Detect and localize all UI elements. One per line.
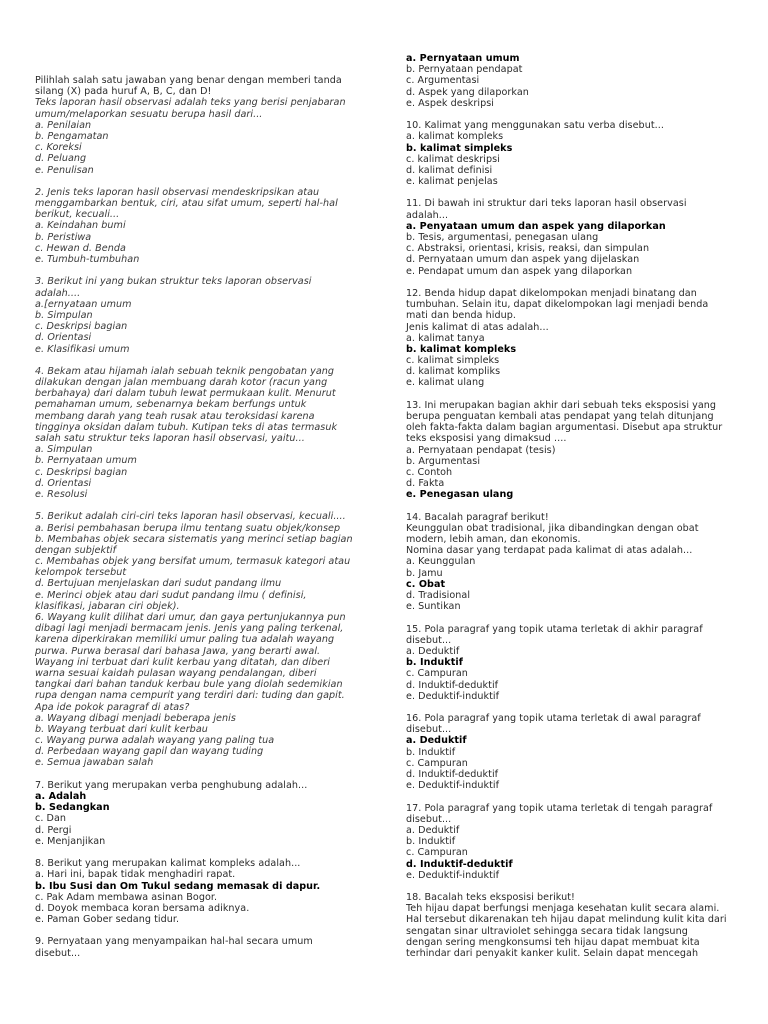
text-line: c. Obat bbox=[406, 578, 446, 590]
spacer bbox=[35, 500, 365, 511]
text-line: a. kalimat tanya bbox=[406, 332, 485, 344]
text-line: c. Wayang purwa adalah wayang yang paling tua bbox=[35, 735, 275, 747]
text-line: teks eksposisi yang dimaksud .... bbox=[406, 433, 567, 445]
spacer bbox=[406, 612, 736, 623]
text-line: b. Induktif bbox=[406, 836, 456, 848]
text-line: c. Deskripsi bagian bbox=[35, 321, 128, 333]
text-line: Hal tersebut dikarenakan teh hijau dapat melindung kulit kita dari bbox=[406, 914, 727, 926]
text-line: a. Wayang dibagi menjadi beberapa jenis bbox=[35, 712, 236, 724]
text-line: adalah.... bbox=[35, 287, 81, 299]
text-line: 6. Wayang kulit dilihat dari umur, dan gaya pertunjukannya pun bbox=[35, 612, 346, 623]
text-line: e. Suntikan bbox=[406, 601, 461, 613]
text-line: a.[ernyataan umum bbox=[35, 298, 132, 310]
text-line: terhindar dari penyakit kanker kulit. Selain dapat mencegah bbox=[406, 948, 699, 959]
text-line: berikut, kecuali... bbox=[35, 209, 120, 221]
text-line: karena diperkirakan memiliki umur paling tua adalah wayang bbox=[35, 634, 335, 646]
text-line: d. Pernyataan umum dan aspek yang dijelaskan bbox=[406, 254, 640, 266]
text-line: Apa ide pokok paragraf di atas? bbox=[35, 701, 190, 713]
spacer bbox=[35, 355, 365, 366]
text-line: c. Dan bbox=[35, 813, 67, 825]
text-line: a. kalimat kompleks bbox=[406, 131, 504, 143]
left-column bbox=[35, 75, 365, 959]
text-line: e. Merinci objek atau dari sudut pandang ilmu ( definisi, bbox=[35, 589, 307, 601]
text-line: e. Resolusi bbox=[35, 488, 88, 500]
text-line: e. Paman Gober sedang tidur. bbox=[35, 914, 180, 926]
text-line: c. kalimat deskripsi bbox=[406, 153, 500, 165]
text-line: e. Semua jawaban salah bbox=[35, 757, 154, 769]
text-line: rupa dengan nama cempurit yang terdiri dari: tuding dan gapit. bbox=[35, 690, 345, 702]
text-line: 2. Jenis teks laporan hasil observasi mendeskripsikan atau bbox=[35, 186, 320, 198]
text-line: 3. Berikut ini yang bukan struktur teks laporan observasi bbox=[35, 276, 312, 288]
text-line: dengan subjektif bbox=[35, 544, 117, 556]
text-line: d. Aspek yang dilaporkan bbox=[406, 86, 529, 98]
text-line: 8. Berikut yang merupakan kalimat kompleks adalah... bbox=[35, 858, 301, 870]
text-line: silang (X) pada huruf A, B, C, dan D! bbox=[35, 86, 212, 98]
text-line: sengatan sinar ultraviolet sehingga secara tidak langsung bbox=[406, 925, 688, 937]
spacer bbox=[406, 277, 736, 288]
text-line: b. Simpulan bbox=[35, 309, 93, 321]
text-line: e. Deduktif-induktif bbox=[406, 780, 500, 792]
text-line: a. Adalah bbox=[35, 791, 87, 802]
text-line: disebut... bbox=[35, 947, 81, 959]
text-line: e. Deduktif-induktif bbox=[406, 690, 500, 702]
text-line: a. Simpulan bbox=[35, 444, 93, 456]
spacer bbox=[35, 847, 365, 858]
text-line: 17. Pola paragraf yang topik utama terletak di tengah paragraf bbox=[406, 802, 713, 814]
text-line: purwa. Purwa berasal dari bahasa Jawa, yang berarti awal. bbox=[35, 645, 321, 657]
text-line: a. Pernyataan umum bbox=[406, 53, 520, 64]
text-line: 15. Pola paragraf yang topik utama terletak di akhir paragraf bbox=[406, 623, 703, 635]
text-line: a. Keindahan bumi bbox=[35, 220, 126, 232]
text-line: disebut... bbox=[406, 724, 452, 736]
spacer bbox=[406, 187, 736, 198]
text-line: adalah... bbox=[406, 209, 449, 221]
text-line: c. Contoh bbox=[406, 466, 453, 478]
text-line: b. Induktif bbox=[406, 657, 463, 669]
text-line: d. Induktif-deduktif bbox=[406, 858, 513, 870]
text-line: kelompok tersebut bbox=[35, 567, 127, 579]
text-line: tangkai dari bahan tanduk kerbau bule yang diolah sedemikian bbox=[35, 679, 343, 691]
spacer bbox=[406, 791, 736, 802]
text-line: Jenis kalimat di atas adalah... bbox=[406, 321, 549, 333]
text-line: oleh fakta-fakta dalam bagian argumentasi. Disebut apa struktur bbox=[406, 422, 723, 434]
text-line: Nomina dasar yang terdapat pada kalimat di atas adalah... bbox=[406, 545, 693, 557]
text-line: 18. Bacalah teks eksposisi berikut! bbox=[406, 892, 575, 904]
text-line: c. Deskripsi bagian bbox=[35, 466, 128, 478]
text-line: e. Penulisan bbox=[35, 164, 94, 176]
text-line: e. Tumbuh-tumbuhan bbox=[35, 254, 140, 265]
text-line: a. Deduktif bbox=[406, 735, 467, 747]
text-line: d. Peluang bbox=[35, 153, 87, 165]
text-line: b. Pengamatan bbox=[35, 130, 109, 142]
text-line: 14. Bacalah paragraf berikut! bbox=[406, 511, 549, 523]
text-line: b. Jamu bbox=[406, 567, 443, 579]
text-line: d. Bertujuan menjelaskan dari sudut pandang ilmu bbox=[35, 578, 282, 590]
text-line: e. Deduktif-induktif bbox=[406, 869, 500, 881]
text-line: Teh hijau dapat berfungsi menjaga kesehatan kulit secara alami. bbox=[406, 903, 720, 915]
text-line: Wayang ini terbuat dari kulit kerbau yang ditatah, dan diberi bbox=[35, 656, 330, 668]
text-line: c. Abstraksi, orientasi, krisis, reaksi, dan simpulan bbox=[406, 243, 650, 255]
text-line: d. kalimat definisi bbox=[406, 164, 493, 176]
text-line: b. Sedangkan bbox=[35, 802, 110, 814]
text-line: dilakukan dengan jalan membuang darah kotor (racun yang bbox=[35, 377, 328, 389]
text-line: b. Wayang terbuat dari kulit kerbau bbox=[35, 723, 208, 735]
text-line: d. Induktif-deduktif bbox=[406, 679, 499, 691]
text-line: dengan sering mengkonsumsi teh hijau dapat membuat kita bbox=[406, 936, 700, 948]
text-line: b. Pernyataan pendapat bbox=[406, 64, 523, 76]
text-line: 11. Di bawah ini struktur dari teks laporan hasil observasi bbox=[406, 198, 687, 210]
text-line: b. Membahas objek secara sistematis yang merinci setiap bagian bbox=[35, 533, 353, 545]
text-line: b. Induktif bbox=[406, 746, 456, 758]
spacer bbox=[406, 389, 736, 400]
text-line: tingginya oksidan dalam tubuh. Kutipan teks di atas termasuk bbox=[35, 421, 338, 433]
text-line: Teks laporan hasil observasi adalah teks yang berisi penjabaran bbox=[35, 97, 346, 109]
spacer bbox=[35, 265, 365, 276]
spacer bbox=[406, 109, 736, 120]
text-line: c. Hewan d. Benda bbox=[35, 242, 126, 254]
text-line: dibagi lagi menjadi bermacam jenis. Jenis yang paling terkenal, bbox=[35, 623, 344, 635]
text-line: a. Hari ini, bapak tidak menghadiri rapat. bbox=[35, 869, 236, 881]
text-line: klasifikasi, jabaran ciri objek). bbox=[35, 600, 180, 612]
text-line: b. Argumentasi bbox=[406, 455, 481, 467]
text-line: e. kalimat ulang bbox=[406, 377, 485, 389]
text-line: d. Doyok membaca koran bersama adiknya. bbox=[35, 902, 250, 914]
text-line: 13. Ini merupakan bagian akhir dari sebuah teks eksposisi yang bbox=[406, 399, 717, 411]
text-line: salah satu struktur teks laporan hasil observasi, yaitu... bbox=[35, 433, 305, 444]
text-line: Pilihlah salah satu jawaban yang benar dengan memberi tanda bbox=[35, 75, 342, 86]
text-line: a. Berisi pembahasan berupa ilmu tentang suatu objek/konsep bbox=[35, 522, 341, 534]
text-line: d. Induktif-deduktif bbox=[406, 769, 499, 780]
text-line: e. Klasifikasi umum bbox=[35, 343, 130, 355]
text-line: d. Orientasi bbox=[35, 477, 92, 489]
text-line: 7. Berikut yang merupakan verba penghubung adalah... bbox=[35, 779, 308, 791]
text-line: warna sesuai kaidah pulasan wayang pendalangan, diberi bbox=[35, 667, 317, 679]
text-line: c. Campuran bbox=[406, 757, 468, 769]
text-line: Keunggulan obat tradisional, jika dibandingkan dengan obat bbox=[406, 522, 699, 534]
text-line: d. Tradisional bbox=[406, 590, 471, 601]
text-line: umum/melaporkan sesuatu berupa hasil dari... bbox=[35, 108, 263, 120]
text-line: berbahaya) dari dalam tubuh lewat permukaan kulit. Menurut bbox=[35, 388, 336, 400]
text-line: d. Orientasi bbox=[35, 332, 92, 344]
text-line: b. Peristiwa bbox=[35, 231, 92, 243]
text-line: 12. Benda hidup dapat dikelompokan menjadi binatang dan bbox=[406, 287, 697, 299]
spacer bbox=[406, 501, 736, 512]
text-line: d. Perbedaan wayang gapil dan wayang tuding bbox=[35, 746, 264, 758]
text-line: mati dan benda hidup. bbox=[406, 310, 516, 322]
spacer bbox=[35, 176, 365, 187]
text-line: a. Penilaian bbox=[35, 119, 92, 131]
text-line: 5. Berikut adalah ciri-ciri teks laporan hasil observasi, kecuali.... bbox=[35, 511, 346, 523]
spacer bbox=[35, 925, 365, 936]
text-line: e. Aspek deskripsi bbox=[406, 97, 494, 109]
text-line: 10. Kalimat yang menggunakan satu verba disebut... bbox=[406, 120, 664, 132]
text-line: modern, lebih aman, dan ekonomis. bbox=[406, 534, 581, 546]
text-line: membang darah yang teah rusak atau teroksidasi karena bbox=[35, 410, 315, 422]
text-line: c. Campuran bbox=[406, 847, 468, 859]
text-line: berupa penguatan kembali atas pendapat yang telah ditunjang bbox=[406, 411, 714, 422]
text-line: e. kalimat penjelas bbox=[406, 176, 498, 188]
spacer bbox=[406, 881, 736, 892]
text-line: d. Fakta bbox=[406, 478, 445, 490]
text-line: menggambarkan bentuk, ciri, atau sifat umum, seperti hal-hal bbox=[35, 198, 338, 210]
text-line: a. Keunggulan bbox=[406, 556, 476, 568]
text-line: disebut... bbox=[406, 813, 452, 825]
text-line: e. Penegasan ulang bbox=[406, 489, 514, 501]
text-line: disebut... bbox=[406, 634, 452, 646]
text-line: 9. Pernyataan yang menyampaikan hal-hal secara umum bbox=[35, 936, 313, 948]
spacer bbox=[406, 702, 736, 713]
text-line: c. Pak Adam membawa asinan Bogor. bbox=[35, 891, 218, 903]
spacer bbox=[35, 769, 365, 780]
text-line: c. Koreksi bbox=[35, 142, 82, 154]
text-line: b. Ibu Susi dan Om Tukul sedang memasak di dapur. bbox=[35, 880, 321, 892]
text-line: b. kalimat kompleks bbox=[406, 343, 517, 355]
text-line: 16. Pola paragraf yang topik utama terletak di awal paragraf bbox=[406, 713, 701, 725]
text-line: 4. Bekam atau hijamah ialah sebuah teknik pengobatan yang bbox=[35, 365, 335, 377]
right-column bbox=[406, 53, 736, 959]
text-line: e. Menjanjikan bbox=[35, 835, 106, 847]
text-line: pemahaman umum, sebenarnya bekam berfungs untuk bbox=[35, 399, 307, 411]
text-line: a. Penyataan umum dan aspek yang dilaporkan bbox=[406, 220, 666, 232]
text-line: a. Deduktif bbox=[406, 645, 460, 657]
text-line: a. Deduktif bbox=[406, 824, 460, 836]
text-line: c. Campuran bbox=[406, 668, 468, 680]
text-line: b. kalimat simpleks bbox=[406, 142, 513, 154]
text-line: e. Pendapat umum dan aspek yang dilaporkan bbox=[406, 265, 633, 277]
text-line: b. Pernyataan umum bbox=[35, 455, 137, 467]
text-line: a. Pernyataan pendapat (tesis) bbox=[406, 444, 556, 456]
text-line: tumbuhan. Selain itu, dapat dikelompokan lagi menjadi benda bbox=[406, 299, 709, 311]
text-line: d. kalimat kompliks bbox=[406, 366, 501, 378]
text-line: b. Tesis, argumentasi, penegasan ulang bbox=[406, 232, 599, 243]
text-line: c. Argumentasi bbox=[406, 75, 480, 87]
text-line: c. kalimat simpleks bbox=[406, 355, 500, 367]
text-line: c. Membahas objek yang bersifat umum, termasuk kategori atau bbox=[35, 556, 351, 568]
text-line: d. Pergi bbox=[35, 824, 72, 836]
